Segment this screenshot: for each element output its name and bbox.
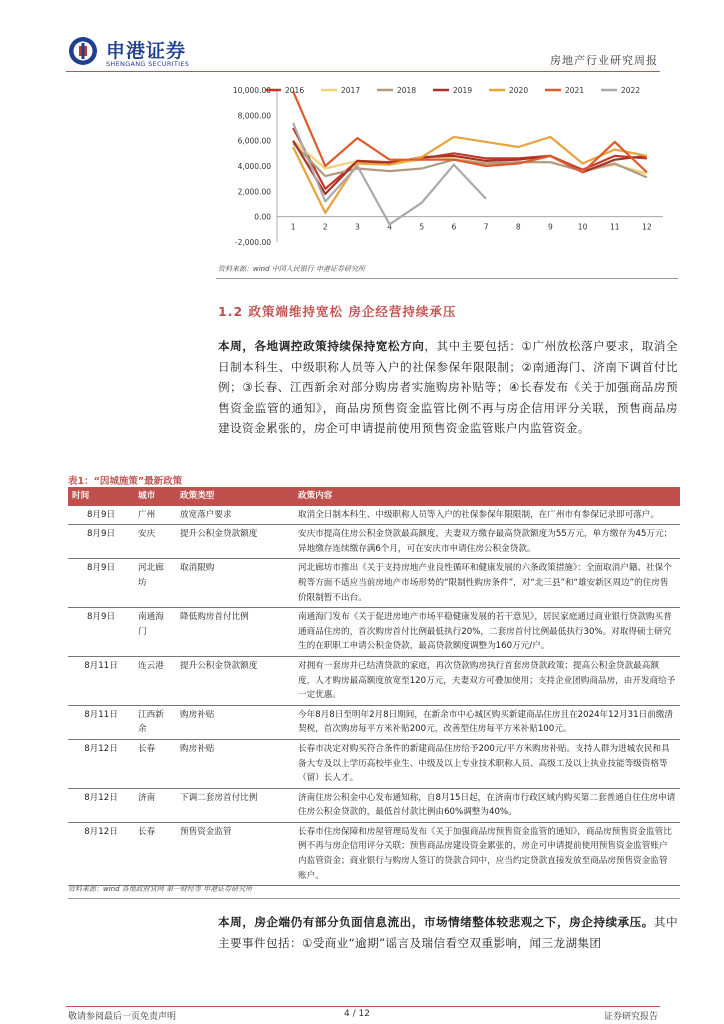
table-row (68, 506, 680, 525)
table-divider (68, 898, 680, 899)
y-tick-label: 0.00 (254, 212, 271, 222)
cell-date: 8月9日 (68, 525, 134, 559)
y-tick-label: 8,000.00 (237, 111, 271, 121)
chart-divider (216, 278, 678, 279)
cell-content: 长春市决定对购买符合条件的新建商品住房给予200元/平方米购房补贴。支持人群为进城农民和具备大专及以上学历高校毕业生、中级及以上专业技术职称人员、高级工及以上执业技能等级资格等（留）长人才。 (294, 739, 680, 788)
cell-content: 河北廊坊市推出《关于支持房地产业良性循环和健康发展的六条政策措施》：全面取消户籍、社保个税等方面不适应当前房地产市场形势的“限制性购房条件”，对“北三县”和“雄安新区周边”的住房售价限制暂不出台。 (294, 559, 680, 608)
cell-date: 8月9日 (68, 506, 134, 525)
chart-legend (265, 86, 640, 95)
cell-city: 长春 (134, 822, 176, 885)
x-tick-label: 4 (387, 222, 392, 232)
cell-date: 8月12日 (68, 822, 134, 885)
chart-series (293, 91, 647, 224)
section-title: 1.2 政策端维持宽松 房企经营持续承压 (218, 304, 457, 319)
table-row (68, 525, 680, 559)
x-tick-label: 9 (548, 222, 553, 232)
x-tick-label: 1 (290, 222, 296, 232)
paragraph-developers (218, 912, 678, 953)
x-tick-label: 11 (609, 222, 620, 232)
header-divider (66, 71, 660, 72)
cell-type: 取消限购 (176, 559, 294, 608)
report-type: 房地产行业研究周报 (550, 54, 658, 67)
y-tick-label: 10,000.00 (232, 86, 271, 95)
legend-label: 2018 (397, 86, 417, 95)
cell-city: 安庆 (134, 525, 176, 559)
legend-label: 2021 (565, 86, 585, 95)
footer-disclaimer: 敬请参阅最后一页免责声明 (68, 1012, 177, 1022)
cell-type: 放宽落户要求 (176, 506, 294, 525)
header-type: 政策类型 (176, 487, 294, 506)
cell-date: 8月12日 (68, 788, 134, 822)
paragraph-lead: 本周，各地调控政策持续保持宽松方向 (218, 339, 425, 353)
table-row (68, 559, 680, 608)
x-tick-label: 8 (515, 222, 521, 232)
table-row (68, 788, 680, 822)
y-tick-label: 2,000.00 (237, 187, 271, 197)
cell-type: 提升公积金贷款额度 (176, 525, 294, 559)
company-name-cn: 申港证券 (106, 40, 187, 62)
chart-source: 资料来源：wind 中国人民银行 申港证券研究所 (218, 265, 365, 273)
cell-date: 8月9日 (68, 559, 134, 608)
table-row (68, 822, 680, 885)
page-number: 4 / 12 (344, 1009, 370, 1019)
cell-type: 预售资金监管 (176, 822, 294, 885)
x-tick-label: 2 (322, 222, 328, 232)
cell-date: 8月11日 (68, 656, 134, 705)
x-tick-label: 12 (642, 222, 652, 232)
cell-city: 连云港 (134, 656, 176, 705)
cell-content: 济南住房公积金中心发布通知称，自8月15日起，在济南市行政区域内购买第二套普通自住住房申请住房公积金贷款的，最低首付款比例由60%调整为40%。 (294, 788, 680, 822)
footer-report-label: 证券研究报告 (603, 1012, 658, 1022)
paragraph-lead: 本周，房企端仍有部分负面信息流出，市场情绪整体较悲观之下，房企持续承压。 (218, 915, 654, 929)
table-row (68, 656, 680, 705)
legend-label: 2022 (621, 86, 641, 95)
cell-city: 江西新余 (134, 705, 176, 739)
cell-type: 提升公积金贷款额度 (176, 656, 294, 705)
y-tick-label: -2,000.00 (234, 238, 271, 247)
table-row (68, 705, 680, 739)
cell-content: 今年8月8日至明年2月8日期间，在新余市中心城区购买新建商品住房且在2024年12月31日前缴清契税，首次购房每平方米补贴200元，改善型住房每平方米补贴100元。 (294, 705, 680, 739)
cell-content: 长春市住房保障和房屋管理局发布《关于加强商品房预售资金监管的通知》，商品房预售资金监管比例不再与房企信用评分关联；预售商品房建设资金累张的，房企可申请提前使用预售资金监管账户内监管资金；商业银行与购房人签订的贷款合同中，应当约定贷款直接发放至商品房预售资金监管账户。 (294, 822, 680, 885)
y-tick-label: 6,000.00 (237, 136, 271, 146)
table-row (68, 608, 680, 657)
cell-date: 8月12日 (68, 739, 134, 788)
cell-city: 河北廊坊 (134, 559, 176, 608)
logo-icon (68, 36, 98, 66)
paragraph-policy (218, 336, 678, 439)
cell-city: 广州 (134, 506, 176, 525)
cell-city: 济南 (134, 788, 176, 822)
cell-content: 安庆市提高住房公积金贷款最高额度，夫妻双方缴存最高贷款额度为55万元，单方缴存为45万元；异地缴存连续缴存满6个月，可在安庆市申请住房公积金贷款。 (294, 525, 680, 559)
paragraph-body: 其中主要事件包括：①受商业“逾期”谣言及瑞信看空双重影响，闻三龙湖集团 (218, 915, 678, 950)
header-city: 城市 (134, 487, 176, 506)
cell-content: 对拥有一套房并已结清贷款的家庭，再次贷款购房执行首套房贷款政策；提高公积金贷款最高额度，人才购房最高额度放宽至120万元，夫妻双方可叠加使用；支持企业团购商品房，由开发商给予一定优惠。 (294, 656, 680, 705)
cell-date: 8月11日 (68, 705, 134, 739)
legend-label: 2017 (341, 86, 361, 95)
x-tick-label: 5 (419, 222, 425, 232)
header-content: 政策内容 (294, 487, 680, 506)
x-tick-label: 7 (483, 222, 489, 232)
loan-chart (215, 82, 675, 252)
x-tick-label: 3 (355, 222, 360, 232)
legend-label: 2019 (453, 86, 473, 95)
cell-type: 购房补贴 (176, 739, 294, 788)
table-source: 资料来源：wind 各地政府官网 第一财经等 申港证券研究所 (68, 885, 253, 893)
footer-divider (66, 1006, 660, 1007)
cell-city: 南通海门 (134, 608, 176, 657)
table-header-row (68, 487, 680, 506)
policy-table (68, 487, 680, 886)
company-name-en: SHENGANG SECURITIES (106, 60, 190, 68)
legend-label: 2016 (285, 86, 305, 95)
paragraph-body: ，其中主要包括：①广州放松落户要求，取消全日制本科生、中级职称人员等入户的社保参保年限限制；②南通海门、济南下调首付比例；③长春、江西新余对部分购房者实施购房补贴等；④长春发布《关于加强商品房预售资金监管的通知》，商品房预售资金监管比例不再与房企信用评分关联，预售商品房建设资金累张的，房企可申请提前使用预售资金监管账户内监管资金。 (218, 339, 678, 435)
cell-content: 南通海门发布《关于促进房地产市场平稳健康发展的若干意见》，居民家庭通过商业银行贷款购买普通商品住房的，首次购房首付比例最低执行20%，二套房首付比例最低执行30%。对取得硕士研究生的在职职工申请公积金贷款，最高贷款额度调整为160万元/户。 (294, 608, 680, 657)
cell-date: 8月9日 (68, 608, 134, 657)
cell-content: 取消全日制本科生、中级职称人员等入户的社保参保年限限制，在广州市有参保记录即可落户。 (294, 506, 680, 525)
header-date: 时间 (68, 487, 134, 506)
x-tick-label: 6 (451, 222, 457, 232)
x-tick-label: 10 (577, 222, 588, 232)
cell-type: 下调二套房首付比例 (176, 788, 294, 822)
cell-city: 长春 (134, 739, 176, 788)
y-tick-label: 4,000.00 (237, 162, 271, 171)
table-caption: 表1：“因城施策”最新政策 (68, 476, 183, 487)
table-row (68, 739, 680, 788)
cell-type: 降低购房首付比例 (176, 608, 294, 657)
legend-label: 2020 (509, 86, 529, 95)
cell-type: 购房补贴 (176, 705, 294, 739)
